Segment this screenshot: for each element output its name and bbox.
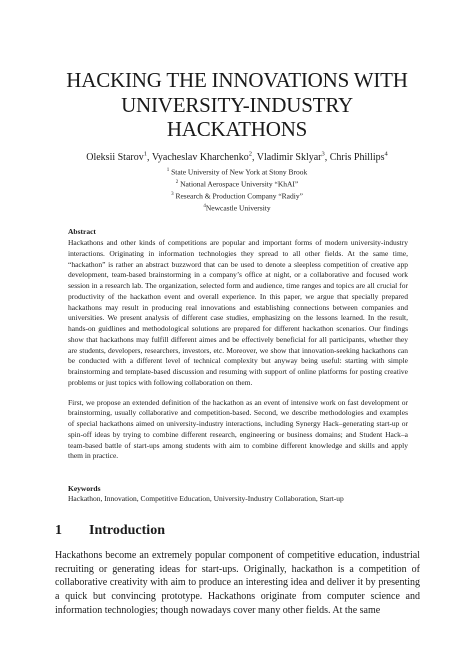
author [86, 152, 152, 163]
author-affil-mark: 2 [248, 151, 252, 158]
author-separator: , [324, 152, 330, 164]
affiliation [60, 178, 414, 190]
title-line: HACKATHONS [166, 117, 308, 141]
section-title: Introduction [89, 523, 165, 538]
paper-title [40, 68, 434, 142]
affiliation-text: Research & Production Company “Radiy” [173, 191, 303, 201]
affiliation-mark: 3 [171, 192, 174, 197]
keywords-list: Hackathon, Innovation, Competitive Education, University-Industry Collaboration, Start-up [68, 494, 344, 503]
affiliation-text: National Aerospace University “KhAI” [178, 179, 299, 189]
affiliation [60, 190, 414, 202]
author-list [20, 148, 454, 164]
author-name: Vladimir Sklyar [256, 152, 322, 164]
abstract-paragraph: First, we propose an extended definition of the hackathon as an event of intensive work on fast development or brainstorming, usually collaborative and competition-based. Second, we describe methodologies and examples of special hackathons aimed on university-industry interactions, including Synergy Hack–generating start-up or spin-off ideas by trying to combine different research, engineering or business domains; and Student Hack–a team-based battle of start-ups among students with aim to combine different knowledge and skills and apply them in practice. [68, 397, 408, 461]
affiliation-mark: 1 [166, 168, 170, 173]
author-affil-mark: 1 [143, 151, 147, 158]
affiliation-mark: 2 [175, 180, 179, 185]
author [257, 152, 330, 163]
author-name: Vyacheslav Kharchenko [151, 152, 249, 164]
affiliation-mark: 4 [203, 204, 206, 209]
author-name: Chris Phillips [329, 152, 385, 164]
section-heading [55, 522, 165, 540]
intro-paragraph: Hackathons become an extremely popular component of competitive education, industrial recruiting or generating ideas for start-ups. Originally, hackathon is a competition of collaborative creativity with aim to produce an interesting idea and deliver it by presenting a quick but convincing prototype. Hackathons originate from computer science and information technologies; though nowadays cover many other fields. At the same [55, 550, 420, 616]
title-line: HACKING THE INNOVATIONS WITH [66, 68, 408, 92]
author-name: Oleksii Starov [86, 152, 144, 164]
affiliation-list [60, 166, 414, 214]
title-line: UNIVERSITY-INDUSTRY [121, 92, 353, 117]
abstract-paragraph: Hackathons and other kinds of competitions are popular and important forms of modern university-industry interactions. Originating in information technologies they spread to all other fields. At the same time, “hackathon” is rather an abstract buzzword that can be used to denote a sleepless competition of creative app development, team-based brainstorming in a company’s office at night, or a collaborative and focused work session in a research lab. The organization, selected form and audience, time ranges and topics are all crucial for productivity of the hackathon event and overall experience. In this paper, we argue that specially prepared hackathons may result in producing real innovations and establishing connections between companies and universities. We present analysis of different case studies, emphasizing on the lessons learned. In the result, hands-on guidlines and methodological solutions are prepared for different hackathon scenarios. Our findings show that hackathons may fulfill different aimes and be effectively beneficial for all participants, whether they are students, developers, researchers, investors, etc. Moreover, we show that innovation-seeking hackathons can be conducted with a different level of technical complexity but anyway being useful: starting with simple brainstorming and template-based discussion and resuming with support of online platforms for posting creative problems or just topics with following collaboration on them. [68, 238, 408, 387]
affiliation-text: State University of New York at Stony Brook [169, 167, 308, 177]
author [152, 152, 257, 163]
author [330, 152, 388, 163]
affiliation [60, 202, 414, 214]
abstract-heading: Abstract [68, 227, 96, 236]
author-affil-mark: 3 [321, 151, 325, 158]
affiliation-text: Newcastle University [205, 203, 271, 213]
keywords-heading: Keywords [68, 484, 101, 493]
author-separator: , [146, 152, 152, 164]
section-number: 1 [55, 523, 62, 538]
author-affil-mark: 4 [384, 151, 388, 158]
author-separator: , [251, 152, 257, 164]
abstract-body [68, 238, 408, 462]
affiliation [60, 166, 414, 178]
